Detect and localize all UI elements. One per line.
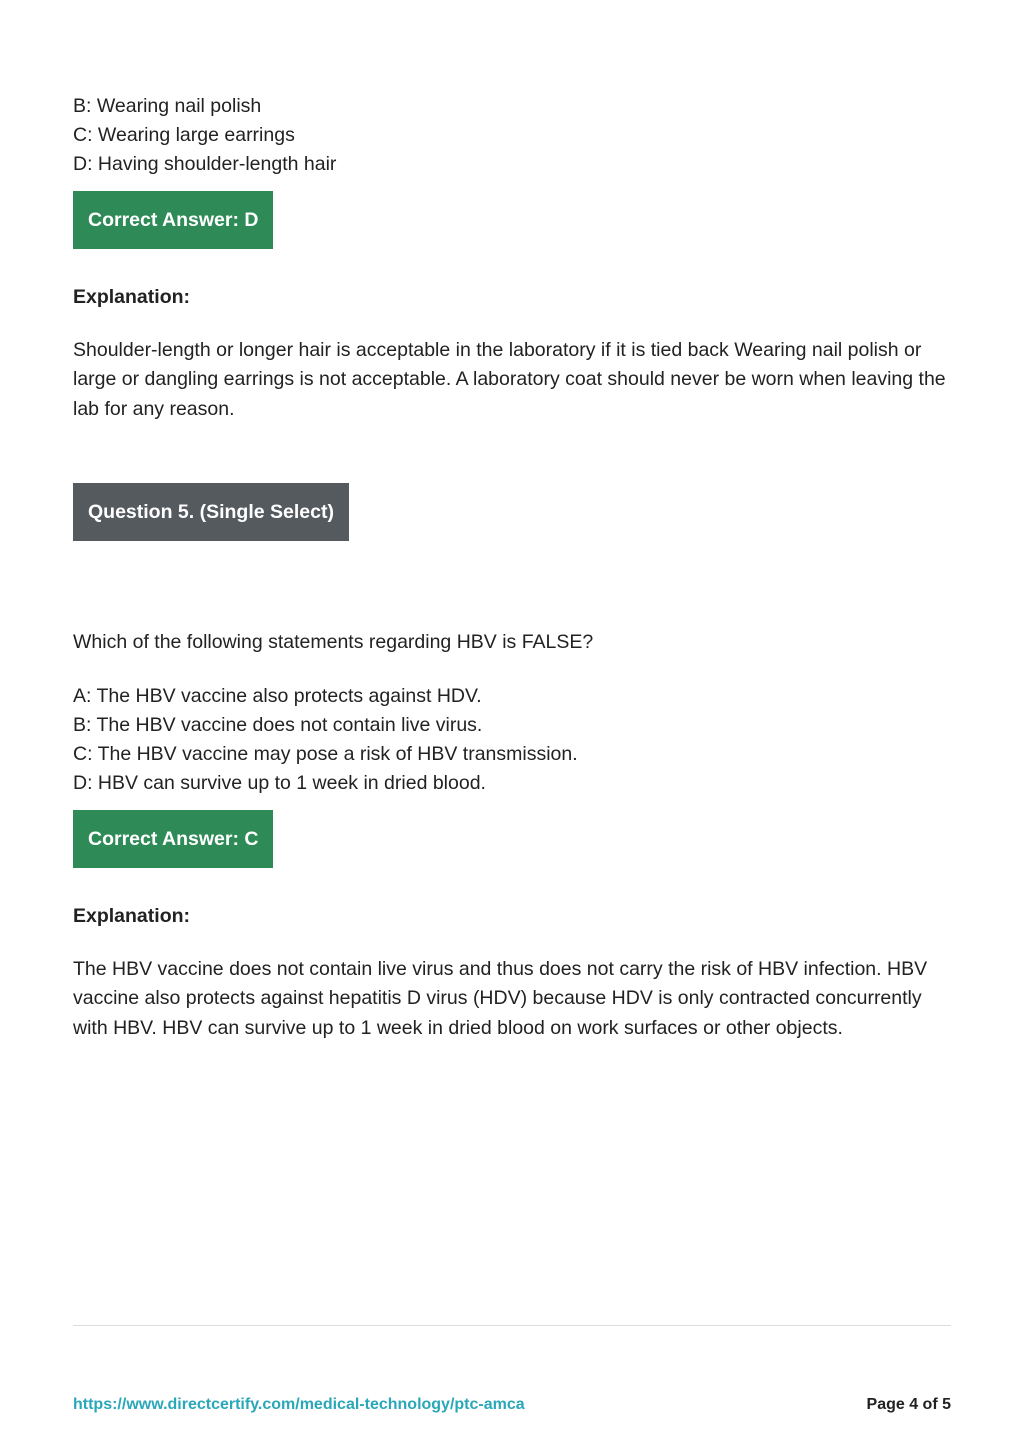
q4-explanation-text: Shoulder-length or longer hair is acceptable in the laboratory if it is tied back Wearing nail polish or large or dangling earrings is not acceptable. A laboratory coat should never be worn when leaving the lab for any reason. (73, 339, 946, 420)
q4-option-b: B: Wearing nail polish (73, 95, 262, 117)
footer-divider (73, 1325, 951, 1326)
q5-question-header: Question 5. (Single Select) (73, 483, 349, 541)
q5-explanation-text: The HBV vaccine does not contain live virus and thus does not carry the risk of HBV infection. HBV vaccine also protects against hepatitis D virus (HDV) because HDV is only contracted concurrently with HBV. HBV can survive up to 1 week in dried blood on work surfaces or other objects. (73, 958, 928, 1039)
q5-option-d: D: HBV can survive up to 1 week in dried blood. (73, 772, 486, 794)
q5-options-list (73, 682, 578, 798)
q5-correct-answer-badge: Correct Answer: C (73, 810, 273, 868)
q5-option-a: A: The HBV vaccine also protects against HDV. (73, 685, 482, 707)
page-number: Page 4 of 5 (866, 1396, 951, 1413)
q5-option-b: B: The HBV vaccine does not contain live virus. (73, 714, 483, 736)
q4-options-list (73, 92, 336, 179)
footer-url-link[interactable]: https://www.directcertify.com/medical-technology/ptc-amca (73, 1396, 525, 1413)
q4-option-c: C: Wearing large earrings (73, 124, 295, 146)
q4-explanation-heading: Explanation: (73, 286, 191, 308)
q5-option-c: C: The HBV vaccine may pose a risk of HBV transmission. (73, 743, 578, 765)
q4-option-d: D: Having shoulder-length hair (73, 153, 337, 175)
q5-question-text: Which of the following statements regarding HBV is FALSE? (73, 631, 594, 653)
q4-correct-answer-badge: Correct Answer: D (73, 191, 273, 249)
q5-explanation-heading: Explanation: (73, 905, 191, 927)
document-page (73, 0, 951, 1448)
